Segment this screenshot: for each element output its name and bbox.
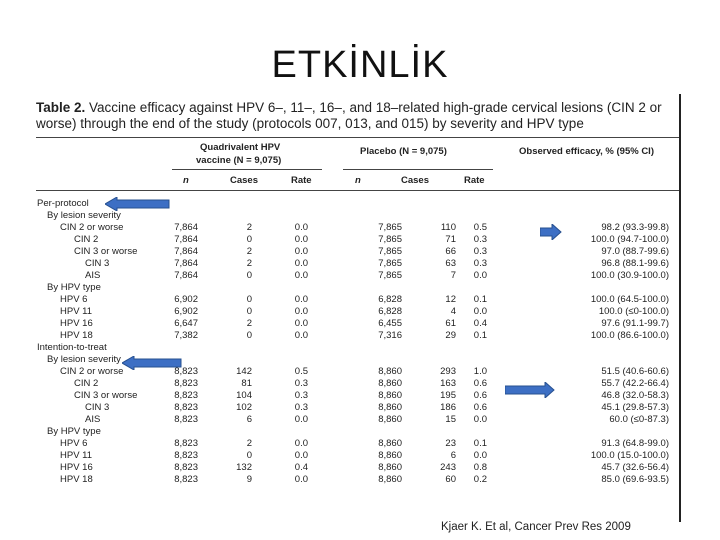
vaccine-cases-cell: 2 bbox=[246, 258, 252, 269]
placebo-n-cell: 6,455 bbox=[378, 318, 402, 329]
vaccine-rate-cell: 0.0 bbox=[294, 270, 308, 281]
vaccine-n-cell: 7,864 bbox=[174, 222, 198, 233]
observed-efficacy-cell: 60.0 (≤0-87.3) bbox=[609, 414, 669, 425]
vaccine-cases-cell: 0 bbox=[246, 234, 252, 245]
placebo-rate-cell: 0.1 bbox=[473, 330, 487, 341]
vaccine-cases-cell: 104 bbox=[236, 390, 252, 401]
row-label: HPV 6 bbox=[60, 438, 88, 449]
placebo-rate-cell: 0.2 bbox=[473, 474, 487, 485]
section-label: Per-protocol bbox=[37, 198, 89, 209]
placebo-rate-cell: 0.0 bbox=[473, 306, 487, 317]
header-n-placebo: n bbox=[355, 175, 361, 186]
table-row bbox=[0, 222, 720, 234]
vaccine-cases-cell: 132 bbox=[236, 462, 252, 473]
placebo-rate-cell: 0.6 bbox=[473, 390, 487, 401]
table-section-row bbox=[0, 282, 720, 294]
placebo-rate-cell: 0.0 bbox=[473, 270, 487, 281]
vaccine-n-cell: 7,382 bbox=[174, 330, 198, 341]
table-row bbox=[0, 258, 720, 270]
placebo-cases-cell: 110 bbox=[440, 222, 456, 233]
vaccine-n-cell: 8,823 bbox=[174, 378, 198, 389]
placebo-cases-cell: 6 bbox=[450, 450, 456, 461]
vaccine-cases-cell: 2 bbox=[246, 318, 252, 329]
observed-efficacy-cell: 100.0 (64.5-100.0) bbox=[590, 294, 669, 305]
arrow-left-intention bbox=[122, 356, 182, 370]
table-row bbox=[0, 402, 720, 414]
vaccine-rate-cell: 0.0 bbox=[294, 222, 308, 233]
placebo-cases-cell: 195 bbox=[440, 390, 456, 401]
row-label: HPV 16 bbox=[60, 462, 93, 473]
vaccine-rate-cell: 0.0 bbox=[294, 294, 308, 305]
placebo-n-cell: 8,860 bbox=[378, 474, 402, 485]
vaccine-n-cell: 8,823 bbox=[174, 414, 198, 425]
section-label: By lesion severity bbox=[47, 354, 121, 365]
placebo-cases-cell: 7 bbox=[450, 270, 456, 281]
observed-efficacy-cell: 85.0 (69.6-93.5) bbox=[601, 474, 669, 485]
placebo-rate-cell: 0.0 bbox=[473, 414, 487, 425]
table-section-row bbox=[0, 426, 720, 438]
observed-efficacy-cell: 45.1 (29.8-57.3) bbox=[601, 402, 669, 413]
placebo-rate-cell: 0.1 bbox=[473, 294, 487, 305]
vaccine-n-cell: 8,823 bbox=[174, 474, 198, 485]
placebo-n-cell: 8,860 bbox=[378, 366, 402, 377]
header-bottom-rule bbox=[36, 190, 679, 191]
row-label: HPV 18 bbox=[60, 474, 93, 485]
vaccine-rate-cell: 0.0 bbox=[294, 306, 308, 317]
table-row bbox=[0, 246, 720, 258]
placebo-cases-cell: 293 bbox=[440, 366, 456, 377]
row-label: HPV 6 bbox=[60, 294, 88, 305]
header-top-rule bbox=[36, 137, 679, 138]
placebo-rate-cell: 0.3 bbox=[473, 258, 487, 269]
vaccine-n-cell: 6,647 bbox=[174, 318, 198, 329]
row-label: AIS bbox=[85, 270, 101, 281]
row-label: HPV 18 bbox=[60, 330, 93, 341]
observed-efficacy-cell: 100.0 (30.9-100.0) bbox=[590, 270, 669, 281]
vaccine-n-cell: 6,902 bbox=[174, 306, 198, 317]
observed-efficacy-cell: 55.7 (42.2-66.4) bbox=[601, 378, 669, 389]
table-row bbox=[0, 450, 720, 462]
vaccine-rate-cell: 0.5 bbox=[294, 366, 308, 377]
placebo-cases-cell: 12 bbox=[445, 294, 456, 305]
row-label: CIN 2 or worse bbox=[60, 366, 124, 377]
table-section-row bbox=[0, 354, 720, 366]
vaccine-cases-cell: 0 bbox=[246, 330, 252, 341]
vaccine-n-cell: 8,823 bbox=[174, 462, 198, 473]
placebo-n-cell: 7,865 bbox=[378, 234, 402, 245]
placebo-n-cell: 8,860 bbox=[378, 402, 402, 413]
placebo-cases-cell: 4 bbox=[450, 306, 456, 317]
table-row bbox=[0, 330, 720, 342]
table-caption bbox=[36, 100, 686, 132]
table-row bbox=[0, 306, 720, 318]
row-label: HPV 11 bbox=[60, 450, 93, 461]
observed-efficacy-cell: 100.0 (94.7-100.0) bbox=[590, 234, 669, 245]
section-label: Intention-to-treat bbox=[37, 342, 107, 353]
placebo-rate-cell: 0.3 bbox=[473, 234, 487, 245]
header-rate-placebo: Rate bbox=[464, 175, 485, 186]
placebo-cases-cell: 71 bbox=[445, 234, 456, 245]
observed-efficacy-cell: 97.6 (91.1-99.7) bbox=[601, 318, 669, 329]
vaccine-rate-cell: 0.3 bbox=[294, 402, 308, 413]
observed-efficacy-cell: 100.0 (≤0-100.0) bbox=[598, 306, 669, 317]
vaccine-cases-cell: 6 bbox=[246, 414, 252, 425]
arrow-right-pp-cin2 bbox=[540, 224, 562, 238]
placebo-cases-cell: 15 bbox=[445, 414, 456, 425]
vaccine-n-cell: 8,823 bbox=[174, 402, 198, 413]
arrow-right-itt-cin2 bbox=[505, 382, 555, 396]
placebo-cases-cell: 29 bbox=[445, 330, 456, 341]
vaccine-n-cell: 8,823 bbox=[174, 450, 198, 461]
vaccine-n-cell: 7,864 bbox=[174, 270, 198, 281]
row-label: CIN 3 or worse bbox=[74, 390, 138, 401]
placebo-n-cell: 8,860 bbox=[378, 438, 402, 449]
placebo-cases-cell: 186 bbox=[440, 402, 456, 413]
vaccine-rate-cell: 0.3 bbox=[294, 378, 308, 389]
table-row bbox=[0, 390, 720, 402]
vaccine-n-cell: 8,823 bbox=[174, 438, 198, 449]
placebo-rate-cell: 0.6 bbox=[473, 378, 487, 389]
header-vaccine-line2: vaccine (N = 9,075) bbox=[196, 155, 282, 166]
header-cases-placebo: Cases bbox=[401, 175, 429, 186]
vaccine-cases-cell: 2 bbox=[246, 222, 252, 233]
row-label: HPV 16 bbox=[60, 318, 93, 329]
observed-efficacy-cell: 98.2 (93.3-99.8) bbox=[601, 222, 669, 233]
observed-efficacy-cell: 51.5 (40.6-60.6) bbox=[601, 366, 669, 377]
placebo-cases-cell: 60 bbox=[445, 474, 456, 485]
placebo-cases-cell: 66 bbox=[445, 246, 456, 257]
table-row bbox=[0, 414, 720, 426]
placebo-n-cell: 8,860 bbox=[378, 462, 402, 473]
vaccine-rate-cell: 0.0 bbox=[294, 234, 308, 245]
vaccine-cases-cell: 2 bbox=[246, 246, 252, 257]
row-label: CIN 3 bbox=[85, 402, 110, 413]
header-cases-vaccine: Cases bbox=[230, 175, 258, 186]
vaccine-n-cell: 7,864 bbox=[174, 234, 198, 245]
header-vaccine-line1: Quadrivalent HPV bbox=[200, 142, 281, 153]
header-efficacy: Observed efficacy, % (95% CI) bbox=[519, 146, 654, 157]
table-row bbox=[0, 270, 720, 282]
table-row bbox=[0, 474, 720, 486]
placebo-rate-cell: 1.0 bbox=[473, 366, 487, 377]
header-rate-vaccine: Rate bbox=[291, 175, 312, 186]
vaccine-rate-cell: 0.0 bbox=[294, 246, 308, 257]
header-n-vaccine: n bbox=[183, 175, 189, 186]
citation: Kjaer K. Et al, Cancer Prev Res 2009 bbox=[441, 521, 631, 533]
vaccine-cases-cell: 0 bbox=[246, 294, 252, 305]
observed-efficacy-cell: 96.8 (88.1-99.6) bbox=[601, 258, 669, 269]
vaccine-cases-cell: 102 bbox=[236, 402, 252, 413]
placebo-n-cell: 7,865 bbox=[378, 246, 402, 257]
arrow-left-icon bbox=[122, 356, 182, 370]
observed-efficacy-cell: 97.0 (88.7-99.6) bbox=[601, 246, 669, 257]
section-label: By HPV type bbox=[47, 282, 101, 293]
vaccine-rate-cell: 0.0 bbox=[294, 450, 308, 461]
placebo-n-cell: 6,828 bbox=[378, 306, 402, 317]
table-row bbox=[0, 438, 720, 450]
row-label: CIN 2 bbox=[74, 234, 99, 245]
caption-text: Vaccine efficacy against HPV 6–, 11–, 16–, and 18–related high-grade cervical lesions (CIN 2 or worse) through the end of the study (protocols 007, 013, and 015) by severity and HPV type bbox=[36, 100, 662, 131]
slide-title: ETKİNLİK bbox=[271, 44, 449, 86]
observed-efficacy-cell: 100.0 (86.6-100.0) bbox=[590, 330, 669, 341]
placebo-cases-cell: 243 bbox=[440, 462, 456, 473]
vaccine-rate-cell: 0.0 bbox=[294, 330, 308, 341]
vaccine-n-cell: 7,864 bbox=[174, 258, 198, 269]
vaccine-cases-cell: 0 bbox=[246, 450, 252, 461]
section-label: By lesion severity bbox=[47, 210, 121, 221]
row-label: CIN 3 or worse bbox=[74, 246, 138, 257]
vaccine-n-cell: 6,902 bbox=[174, 294, 198, 305]
section-label: By HPV type bbox=[47, 426, 101, 437]
arrow-left-per-protocol bbox=[105, 197, 170, 211]
arrow-left-icon bbox=[105, 197, 170, 211]
vaccine-cases-cell: 2 bbox=[246, 438, 252, 449]
row-label: AIS bbox=[85, 414, 101, 425]
caption-label: Table 2. bbox=[36, 100, 86, 115]
placebo-rate-cell: 0.8 bbox=[473, 462, 487, 473]
table-section-row bbox=[0, 342, 720, 354]
arrow-right-icon bbox=[505, 382, 555, 398]
vaccine-rate-cell: 0.3 bbox=[294, 390, 308, 401]
row-label: CIN 3 bbox=[85, 258, 110, 269]
placebo-n-cell: 8,860 bbox=[378, 450, 402, 461]
vaccine-cases-cell: 9 bbox=[246, 474, 252, 485]
placebo-cases-cell: 163 bbox=[440, 378, 456, 389]
placebo-n-cell: 8,860 bbox=[378, 390, 402, 401]
header-group-rule-vaccine bbox=[172, 169, 322, 170]
placebo-cases-cell: 63 bbox=[445, 258, 456, 269]
placebo-cases-cell: 23 bbox=[445, 438, 456, 449]
vaccine-n-cell: 8,823 bbox=[174, 390, 198, 401]
vaccine-cases-cell: 142 bbox=[236, 366, 252, 377]
table-row bbox=[0, 294, 720, 306]
vaccine-rate-cell: 0.0 bbox=[294, 318, 308, 329]
vaccine-n-cell: 8,823 bbox=[174, 366, 198, 377]
placebo-rate-cell: 0.1 bbox=[473, 438, 487, 449]
placebo-n-cell: 8,860 bbox=[378, 414, 402, 425]
placebo-rate-cell: 0.3 bbox=[473, 246, 487, 257]
header-placebo: Placebo (N = 9,075) bbox=[360, 146, 447, 157]
vaccine-cases-cell: 0 bbox=[246, 306, 252, 317]
table-row bbox=[0, 462, 720, 474]
placebo-n-cell: 6,828 bbox=[378, 294, 402, 305]
table-row bbox=[0, 366, 720, 378]
vaccine-cases-cell: 81 bbox=[241, 378, 252, 389]
placebo-cases-cell: 61 bbox=[445, 318, 456, 329]
header-group-rule-placebo bbox=[343, 169, 493, 170]
placebo-n-cell: 7,865 bbox=[378, 258, 402, 269]
vaccine-rate-cell: 0.0 bbox=[294, 438, 308, 449]
observed-efficacy-cell: 45.7 (32.6-56.4) bbox=[601, 462, 669, 473]
table-section-row bbox=[0, 210, 720, 222]
observed-efficacy-cell: 46.8 (32.0-58.3) bbox=[601, 390, 669, 401]
placebo-rate-cell: 0.5 bbox=[473, 222, 487, 233]
vaccine-cases-cell: 0 bbox=[246, 270, 252, 281]
row-label: CIN 2 or worse bbox=[60, 222, 124, 233]
placebo-rate-cell: 0.4 bbox=[473, 318, 487, 329]
placebo-rate-cell: 0.6 bbox=[473, 402, 487, 413]
arrow-right-icon bbox=[540, 224, 562, 240]
observed-efficacy-cell: 91.3 (64.8-99.0) bbox=[601, 438, 669, 449]
row-label: CIN 2 bbox=[74, 378, 99, 389]
vaccine-n-cell: 7,864 bbox=[174, 246, 198, 257]
placebo-rate-cell: 0.0 bbox=[473, 450, 487, 461]
vaccine-rate-cell: 0.0 bbox=[294, 474, 308, 485]
vaccine-rate-cell: 0.4 bbox=[294, 462, 308, 473]
placebo-n-cell: 7,865 bbox=[378, 222, 402, 233]
placebo-n-cell: 7,865 bbox=[378, 270, 402, 281]
table-row bbox=[0, 318, 720, 330]
table-row bbox=[0, 378, 720, 390]
vaccine-rate-cell: 0.0 bbox=[294, 258, 308, 269]
row-label: HPV 11 bbox=[60, 306, 93, 317]
observed-efficacy-cell: 100.0 (15.0-100.0) bbox=[590, 450, 669, 461]
placebo-n-cell: 7,316 bbox=[378, 330, 402, 341]
placebo-n-cell: 8,860 bbox=[378, 378, 402, 389]
table-row bbox=[0, 234, 720, 246]
vaccine-rate-cell: 0.0 bbox=[294, 414, 308, 425]
